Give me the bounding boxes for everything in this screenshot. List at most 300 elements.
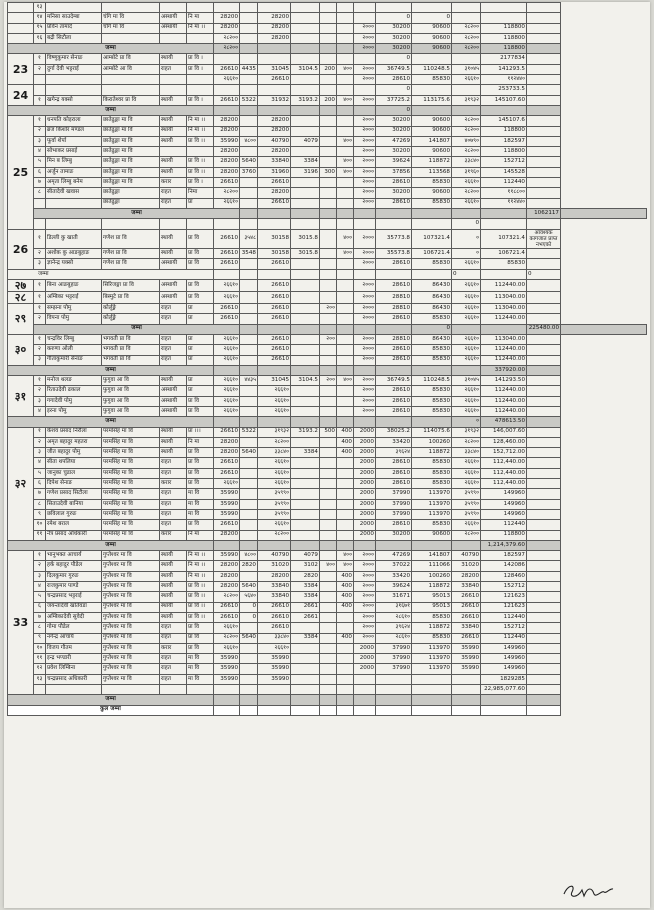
school-cell: किरातेश्वर प्रा वि xyxy=(102,95,160,105)
total-value xyxy=(320,44,337,54)
name-cell: विजय गौतम xyxy=(46,643,102,653)
name-cell: बिना आङबुहाङ xyxy=(46,280,102,292)
allowance-cell xyxy=(291,314,320,324)
grand-cell: 112440.00 xyxy=(481,280,527,292)
grade-cell xyxy=(240,479,258,489)
serial-number: ९ xyxy=(34,633,46,643)
school-cell xyxy=(102,3,160,13)
salary-cell: २६६१० xyxy=(214,623,240,633)
grand-cell: 113040.00 xyxy=(481,292,527,304)
salary-cell: 26610 xyxy=(214,304,240,314)
salary-cell xyxy=(214,219,240,229)
total-value xyxy=(354,324,376,334)
table-row xyxy=(8,44,647,54)
name-cell: सम्झना पोमु xyxy=(46,304,102,314)
monthly-cell: 37990 xyxy=(376,664,412,674)
extra-cell xyxy=(320,520,337,530)
table-row xyxy=(8,592,647,602)
status-cell: राहत xyxy=(160,509,187,519)
level-cell: प्रा वि xyxy=(187,280,214,292)
extra-cell xyxy=(337,292,354,304)
salary-cell: 35990 xyxy=(214,489,240,499)
status-cell: अस्थायी xyxy=(160,259,187,269)
school-cell: गुप्तेश्वर मा वि xyxy=(102,623,160,633)
name-cell: डिल्ली कु खाती xyxy=(46,229,102,249)
salary-cell: २८२०० xyxy=(214,188,240,198)
extra-cell xyxy=(320,468,337,478)
extra-cell: २००० xyxy=(354,64,376,74)
total-value xyxy=(412,365,452,375)
allowance-cell xyxy=(291,685,320,695)
grand-cell: 145107.6 xyxy=(481,116,527,126)
total-value xyxy=(481,105,527,115)
extra-cell xyxy=(337,654,354,664)
festival-cell: ० xyxy=(452,249,481,259)
remarks-cell xyxy=(527,85,561,95)
extra-cell xyxy=(320,509,337,519)
total-value xyxy=(481,695,527,705)
extra-cell xyxy=(320,3,337,13)
level-cell xyxy=(187,75,214,85)
extra-cell xyxy=(320,674,337,684)
total-value xyxy=(337,705,354,715)
extra-cell xyxy=(337,13,354,23)
remarks-cell xyxy=(527,592,561,602)
total-salary-cell: 28200 xyxy=(258,23,291,33)
level-cell: प्रा xyxy=(187,314,214,324)
total-value xyxy=(258,269,291,279)
festival-cell: ३१०४५ xyxy=(452,376,481,386)
grand-total-label: कुल जम्मा xyxy=(8,705,214,715)
extra-cell xyxy=(320,33,337,43)
grade-cell: 3760 xyxy=(240,167,258,177)
extra-cell: २००० xyxy=(354,551,376,561)
allowance-cell xyxy=(291,520,320,530)
total-salary-cell: 26610 xyxy=(258,280,291,292)
level-cell: मा वि xyxy=(187,499,214,509)
salary-cell: 28200 xyxy=(214,571,240,581)
grand-cell: 112440 xyxy=(481,633,527,643)
school-cell: छातेढुङ्गा मा वि xyxy=(102,178,160,188)
table-row xyxy=(8,674,647,684)
salary-cell: 26610 xyxy=(214,229,240,249)
extra-cell xyxy=(337,468,354,478)
status-cell: स्थायी xyxy=(160,551,187,561)
total-salary-cell: 31932 xyxy=(258,95,291,105)
quarterly-cell: 85830 xyxy=(412,355,452,365)
school-cell: छातेढुङ्गा मा वि xyxy=(102,147,160,157)
salary-cell: 28200 xyxy=(214,561,240,571)
extra-cell: २००० xyxy=(354,407,376,417)
extra-cell xyxy=(320,448,337,458)
festival-cell: २८२०० xyxy=(452,188,481,198)
salary-cell: 26610 xyxy=(214,249,240,259)
status-cell: अस्थायी xyxy=(160,23,187,33)
level-cell: नि मा ।। xyxy=(187,126,214,136)
total-value xyxy=(320,417,337,427)
status-cell: अस्थायी xyxy=(160,13,187,23)
allowance-cell: 3193.2 xyxy=(291,427,320,437)
salary-cell: २६६१० xyxy=(214,75,240,85)
table-row xyxy=(8,259,647,269)
serial-number: ७ xyxy=(34,178,46,188)
grade-cell xyxy=(240,396,258,406)
extra-cell xyxy=(337,355,354,365)
school-cell xyxy=(102,219,160,229)
table-row xyxy=(8,75,647,85)
total-value xyxy=(258,44,291,54)
table-row xyxy=(8,85,647,95)
total-value xyxy=(337,540,354,550)
extra-cell xyxy=(320,178,337,188)
extra-cell: 400 xyxy=(337,633,354,643)
total-value xyxy=(291,105,320,115)
grand-cell: 152712 xyxy=(481,582,527,592)
grand-cell: 141293.50 xyxy=(481,376,527,386)
total-label: जम्मा xyxy=(8,365,214,375)
extra-cell: २००० xyxy=(354,334,376,344)
table-row xyxy=(8,365,647,375)
remarks-cell xyxy=(527,147,561,157)
allowance-cell: 4079 xyxy=(291,136,320,146)
total-salary-cell: 26610 xyxy=(258,345,291,355)
extra-cell xyxy=(320,571,337,581)
total-value xyxy=(452,208,481,218)
allowance-cell xyxy=(291,259,320,269)
allowance-cell xyxy=(291,530,320,540)
school-cell: छातेढुङ्गा मा वि xyxy=(102,167,160,177)
quarterly-cell: 113970 xyxy=(412,654,452,664)
salary-cell: २६६१० xyxy=(214,355,240,365)
status-cell xyxy=(160,3,187,13)
table-row xyxy=(8,269,647,279)
monthly-cell: 28610 xyxy=(376,520,412,530)
name-cell: गणेश प्रसाद सिटौला xyxy=(46,489,102,499)
level-cell: प्रा वि xyxy=(187,249,214,259)
grand-cell: 118800 xyxy=(481,126,527,136)
extra-cell xyxy=(320,292,337,304)
monthly-cell: 37990 xyxy=(376,499,412,509)
salary-cell: 26610 xyxy=(214,612,240,622)
festival-cell: 40790 xyxy=(452,551,481,561)
total-label: जम्मा xyxy=(8,417,214,427)
grade-cell xyxy=(240,292,258,304)
total-salary-cell: 26610 xyxy=(258,75,291,85)
grade-cell: 5640 xyxy=(240,633,258,643)
level-cell: प्रा वि xyxy=(187,407,214,417)
table-body xyxy=(8,3,647,716)
salary-cell: २६६१० xyxy=(214,198,240,208)
monthly-cell: 28610 xyxy=(376,468,412,478)
total-value xyxy=(481,705,527,715)
extra-cell: २००० xyxy=(354,95,376,105)
table-row xyxy=(8,376,647,386)
total-salary-cell: 31960 xyxy=(258,167,291,177)
extra-cell xyxy=(337,259,354,269)
status-cell: स्थायी xyxy=(160,602,187,612)
grade-cell: 3548 xyxy=(240,249,258,259)
grade-cell: 0 xyxy=(240,612,258,622)
total-value: 1,214,379.60 xyxy=(481,540,527,550)
school-cell: छातेढुङ्गा मा वि xyxy=(102,157,160,167)
level-cell: नि मा ।। xyxy=(187,116,214,126)
level-cell: नि मा ।। xyxy=(187,561,214,571)
allowance-cell xyxy=(291,458,320,468)
festival-cell: २६६१० xyxy=(452,458,481,468)
total-value xyxy=(240,705,258,715)
grand-cell: 112440.00 xyxy=(481,314,527,324)
total-salary-cell: 33840 xyxy=(258,592,291,602)
festival-cell: ३५९९० xyxy=(452,509,481,519)
document-page xyxy=(4,2,650,908)
serial-number xyxy=(34,198,46,208)
school-cell: छातेढुङ्गा मा वि xyxy=(102,136,160,146)
total-value xyxy=(214,540,240,550)
table-row xyxy=(8,147,647,157)
monthly-cell: 28810 xyxy=(376,292,412,304)
name-cell: अमृत बहादुर महतरा xyxy=(46,437,102,447)
total-value xyxy=(412,208,452,218)
festival-cell: 26610 xyxy=(452,602,481,612)
grade-cell xyxy=(240,126,258,136)
grade-cell: ३५४८ xyxy=(240,229,258,249)
school-cell: कोर्लुङ्गे xyxy=(102,304,160,314)
total-value xyxy=(354,695,376,705)
extra-cell xyxy=(320,23,337,33)
grand-cell: 149960 xyxy=(481,499,527,509)
extra-cell: २००० xyxy=(354,198,376,208)
status-cell: अस्थायी xyxy=(160,280,187,292)
table-row xyxy=(8,116,647,126)
serial-number: १६ xyxy=(34,33,46,43)
total-salary-cell: 26610 xyxy=(258,355,291,365)
total-value xyxy=(561,208,647,218)
level-cell: प्रा वि ।। xyxy=(187,602,214,612)
total-salary-cell: 31045 xyxy=(258,64,291,74)
extra-cell: २००० xyxy=(354,116,376,126)
allowance-cell xyxy=(291,116,320,126)
allowance-cell xyxy=(291,54,320,64)
allowance-cell xyxy=(291,654,320,664)
extra-cell: ४०० xyxy=(337,551,354,561)
school-cell xyxy=(102,75,160,85)
total-salary-cell: 26610 xyxy=(258,314,291,324)
remarks-cell xyxy=(527,33,561,43)
extra-cell: २००० xyxy=(354,229,376,249)
name-cell: दिपेश सेनाङ xyxy=(46,479,102,489)
festival-cell: २६६१० xyxy=(452,345,481,355)
school-cell xyxy=(102,33,160,43)
extra-cell xyxy=(337,479,354,489)
extra-cell: २०० xyxy=(320,304,337,314)
festival-cell: २८२०० xyxy=(452,126,481,136)
extra-cell: 400 xyxy=(337,571,354,581)
allowance-cell xyxy=(291,623,320,633)
quarterly-cell: 85830 xyxy=(412,75,452,85)
remarks-cell xyxy=(527,259,561,269)
total-value xyxy=(320,269,337,279)
extra-cell xyxy=(320,489,337,499)
table-row xyxy=(8,468,647,478)
monthly-cell: 37990 xyxy=(376,643,412,653)
allowance-cell: 3384 xyxy=(291,448,320,458)
table-row xyxy=(8,561,647,571)
total-value xyxy=(354,705,376,715)
total-value xyxy=(337,105,354,115)
allowance-cell xyxy=(291,126,320,136)
extra-cell xyxy=(354,54,376,64)
serial-number xyxy=(34,219,46,229)
extra-cell: 400 xyxy=(337,427,354,437)
quarterly-cell: 85830 xyxy=(412,314,452,324)
extra-cell xyxy=(337,499,354,509)
salary-cell: 26610 xyxy=(214,427,240,437)
grade-cell xyxy=(240,530,258,540)
allowance-cell: 3384 xyxy=(291,582,320,592)
remarks-cell xyxy=(527,178,561,188)
grade-cell xyxy=(240,489,258,499)
name-cell: प्रवेश लिम्बिना xyxy=(46,664,102,674)
total-value xyxy=(258,208,291,218)
remarks-cell xyxy=(527,157,561,167)
extra-cell xyxy=(337,664,354,674)
total-value xyxy=(412,269,452,279)
group-number: ३२ xyxy=(8,427,34,540)
extra-cell xyxy=(320,582,337,592)
serial-number: १३ xyxy=(34,674,46,684)
monthly-cell xyxy=(376,674,412,684)
school-cell: गुप्तेश्वर मा वि xyxy=(102,571,160,581)
school-cell: गुप्तेश्वर मा वि xyxy=(102,674,160,684)
name-cell: जीत बहादुर पोमु xyxy=(46,448,102,458)
monthly-cell: 28610 xyxy=(376,355,412,365)
total-value xyxy=(376,540,412,550)
remarks-cell xyxy=(527,136,561,146)
school-cell: गुप्तेश्वर मा वि xyxy=(102,654,160,664)
quarterly-cell: 85830 xyxy=(412,178,452,188)
serial-number xyxy=(34,685,46,695)
monthly-cell: 28810 xyxy=(376,304,412,314)
total-value xyxy=(240,208,258,218)
extra-cell: २००० xyxy=(354,259,376,269)
grand-cell: 22,985,077.60 xyxy=(481,685,527,695)
grand-cell: 182597 xyxy=(481,136,527,146)
grade-cell: 5640 xyxy=(240,157,258,167)
serial-number: ५ xyxy=(34,157,46,167)
group-cell xyxy=(8,3,34,13)
level-cell: प्रा xyxy=(187,304,214,314)
extra-cell: २००० xyxy=(354,304,376,314)
monthly-cell: 37725.2 xyxy=(376,95,412,105)
name-cell xyxy=(46,219,102,229)
school-cell: भगवती प्रा वि xyxy=(102,345,160,355)
total-value xyxy=(258,417,291,427)
level-cell: प्रा वि ।। xyxy=(187,612,214,622)
extra-cell: २००० xyxy=(354,314,376,324)
festival-cell: २६६१० xyxy=(452,292,481,304)
extra-cell: ४०० xyxy=(337,249,354,259)
serial-number: ३ xyxy=(34,448,46,458)
school-cell: गणेश प्रा वि xyxy=(102,259,160,269)
name-cell: फूर्वा शेर्पा xyxy=(46,136,102,146)
name-cell: चन्द्रप्रसाद अधिकारी xyxy=(46,674,102,684)
table-row xyxy=(8,64,647,74)
serial-number: १० xyxy=(34,643,46,653)
festival-cell xyxy=(452,3,481,13)
grade-cell xyxy=(240,85,258,95)
total-value xyxy=(258,540,291,550)
extra-cell xyxy=(354,219,376,229)
monthly-cell: 47269 xyxy=(376,551,412,561)
extra-cell: २००० xyxy=(354,188,376,198)
festival-cell: २६६१० xyxy=(452,280,481,292)
extra-cell: २००० xyxy=(354,602,376,612)
school-cell: गुप्तेश्वर मा वि xyxy=(102,612,160,622)
monthly-cell: 30200 xyxy=(376,116,412,126)
allowance-cell: 3193.2 xyxy=(291,95,320,105)
remarks-cell xyxy=(527,95,561,105)
quarterly-cell: 107321.4 xyxy=(412,229,452,249)
level-cell: प्रा वि xyxy=(187,623,214,633)
table-row xyxy=(8,178,647,188)
allowance-cell: 3384 xyxy=(291,633,320,643)
school-cell: गणेश प्रा वि xyxy=(102,249,160,259)
table-row xyxy=(8,530,647,540)
total-salary-cell xyxy=(258,85,291,95)
extra-cell: 2000 xyxy=(354,530,376,540)
school-cell: छातेढुङ्गा xyxy=(102,198,160,208)
total-value xyxy=(412,417,452,427)
total-salary-cell: 28200 xyxy=(258,147,291,157)
festival-cell: २८२०० xyxy=(452,116,481,126)
level-cell: नि मा xyxy=(187,437,214,447)
remarks-cell xyxy=(527,509,561,519)
salary-cell: २६६१० xyxy=(214,643,240,653)
grand-cell: 106721.4 xyxy=(481,249,527,259)
level-cell xyxy=(187,147,214,157)
total-value xyxy=(337,324,354,334)
serial-number: ३ xyxy=(34,136,46,146)
festival-cell: 35990 xyxy=(452,643,481,653)
quarterly-cell: 113970 xyxy=(412,664,452,674)
quarterly-cell: 100260 xyxy=(412,437,452,447)
total-value: 1062117 xyxy=(527,208,561,218)
salary-cell: २६६१० xyxy=(214,407,240,417)
grade-cell xyxy=(240,188,258,198)
total-salary-cell: २८२०० xyxy=(258,530,291,540)
total-salary-cell: 40790 xyxy=(258,136,291,146)
table-row xyxy=(8,448,647,458)
monthly-cell: 28610 xyxy=(376,314,412,324)
total-value xyxy=(214,269,240,279)
table-row xyxy=(8,571,647,581)
status-cell xyxy=(160,33,187,43)
grand-cell: 149960 xyxy=(481,643,527,653)
table-row xyxy=(8,582,647,592)
group-number: 25 xyxy=(8,116,34,229)
group-number: ३१ xyxy=(8,376,34,417)
total-value xyxy=(376,324,412,334)
quarterly-cell: 141807 xyxy=(412,136,452,146)
remarks-cell: आवश्यक कागजात प्राप्त नभएको xyxy=(527,229,561,249)
grade-cell xyxy=(240,509,258,519)
extra-cell xyxy=(320,188,337,198)
quarterly-cell: 113970 xyxy=(412,489,452,499)
monthly-cell: 28810 xyxy=(376,334,412,344)
monthly-cell xyxy=(376,685,412,695)
salary-cell: 26610 xyxy=(214,520,240,530)
level-cell: प्रा xyxy=(187,345,214,355)
